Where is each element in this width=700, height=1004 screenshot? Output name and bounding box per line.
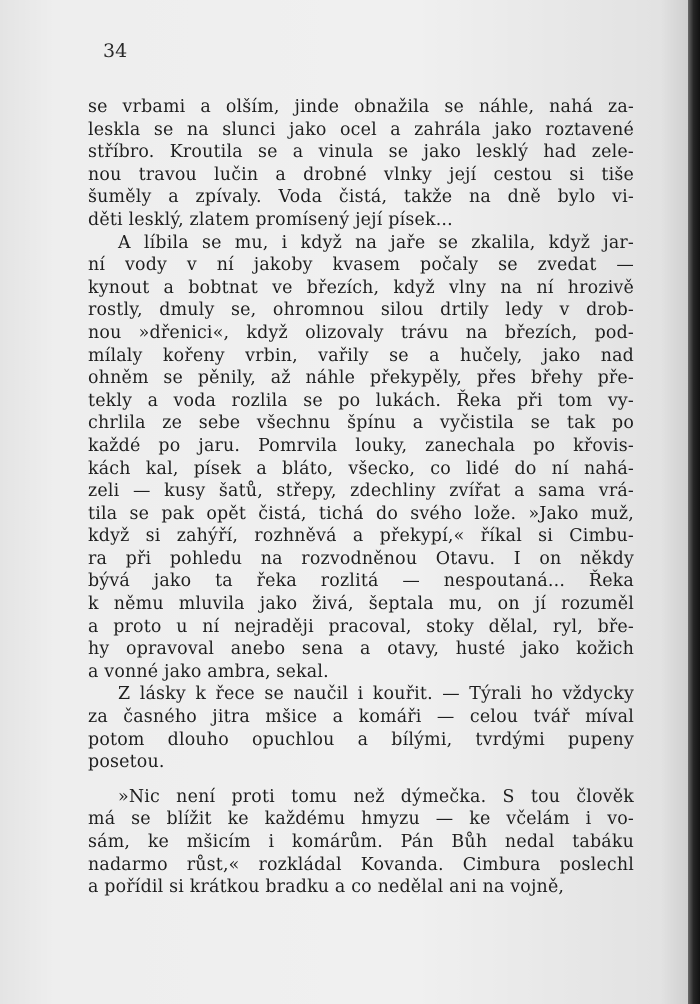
paragraph [88,786,634,899]
book-spine-shadow [688,0,700,1004]
text-line: kynout a bobtnat ve březích, když vlny na ní hrozivě [88,277,634,298]
text-line: stříbro. Kroutila se a vinula se jako lesklý had zele- [88,142,634,163]
text-line: děti lesklý, zlatem promísený její písek... [88,209,453,230]
text-line: ra při pohledu na rozvodněnou Otavu. I on někdy [88,548,634,569]
text-line: hy opravoval anebo sena a otavy, husté jako kožich [88,639,634,660]
text-line: chrlila ze sebe všechnu špínu a vyčistila se tak po [88,413,634,434]
text-line: rostly, dmuly se, ohromnou silou drtily ledy v drob- [88,300,634,321]
paragraph [88,232,634,684]
page-number: 34 [103,40,128,62]
text-line: tila se pak opět čistá, tichá do svého lože. »Jako muž, [88,503,634,524]
text-line: leskla se na slunci jako ocel a zahrála jako roztavené [88,119,634,140]
text-line: ní vody v ní jakoby kvasem počaly se zvedat — [88,255,634,276]
text-line: nou travou lučin a drobné vlnky její cestou si tiše [88,164,634,185]
text-line: a vonné jako ambra, sekal. [88,661,329,682]
text-line: ohněm se pěnily, až náhle překypěly, přes břehy pře- [88,368,634,389]
text-line: potom dlouho opuchlou a bílými, tvrdými pupeny [88,729,634,750]
text-line: když si zahýří, rozhněvá a překypí,« říkal si Cimbu- [88,526,634,547]
text-line: »Nic není proti tomu než dýmečka. S tou člověk [118,786,634,807]
text-line: nou »dřenici«, když olizovaly trávu na březích, pod- [88,322,634,343]
text-line: šuměly a zpívaly. Voda čistá, takže na dně bylo vi- [88,187,634,208]
text-line: A líbila se mu, i když na jaře se zkalila, když jar- [118,232,634,253]
text-line: mílaly kořeny vrbin, vařily se a hučely, jako nad [88,345,634,366]
text-line: se vrbami a olším, jinde obnažila se náhle, nahá za- [88,97,634,117]
body-text [88,96,634,899]
text-line: má se blížit ke každému hmyzu — ke včelám i vo- [88,809,634,830]
text-line: bývá jako ta řeka rozlitá — nespoutaná... Řeka [88,571,634,592]
text-line: a proto u ní nejraději pracoval, stoky dělal, ryl, bře- [88,616,634,637]
paragraph [88,683,634,773]
text-line: sám, ke mšicím i komárům. Pán Bůh nedal tabáku [88,832,634,852]
text-line: každé po jaru. Pomrvila louky, zanechala po křovis- [88,435,634,456]
text-line: k němu mluvila jako živá, šeptala mu, on jí rozuměl [88,594,634,615]
paragraph-gap [88,774,634,786]
text-line: posetou. [88,752,165,773]
text-line: zeli — kusy šatů, střepy, zdechliny zvířat a sama vrá- [88,481,634,502]
text-line: za časného jitra mšice a komáři — celou tvář míval [88,707,634,728]
text-line: tekly a voda rozlila se po lukách. Řeka při tom vy- [88,390,634,411]
text-line: kách kal, písek a bláto, všecko, co lidé do ní nahá- [88,458,634,479]
text-line: nadarmo růst,« rozkládal Kovanda. Cimbura poslechl [88,854,634,875]
text-line: a pořídil si krátkou bradku a co nedělal ani na vojně, [88,877,565,898]
text-line: Z lásky k řece se naučil i kouřit. — Týrali ho vždycky [118,684,634,705]
paragraph [88,96,634,232]
